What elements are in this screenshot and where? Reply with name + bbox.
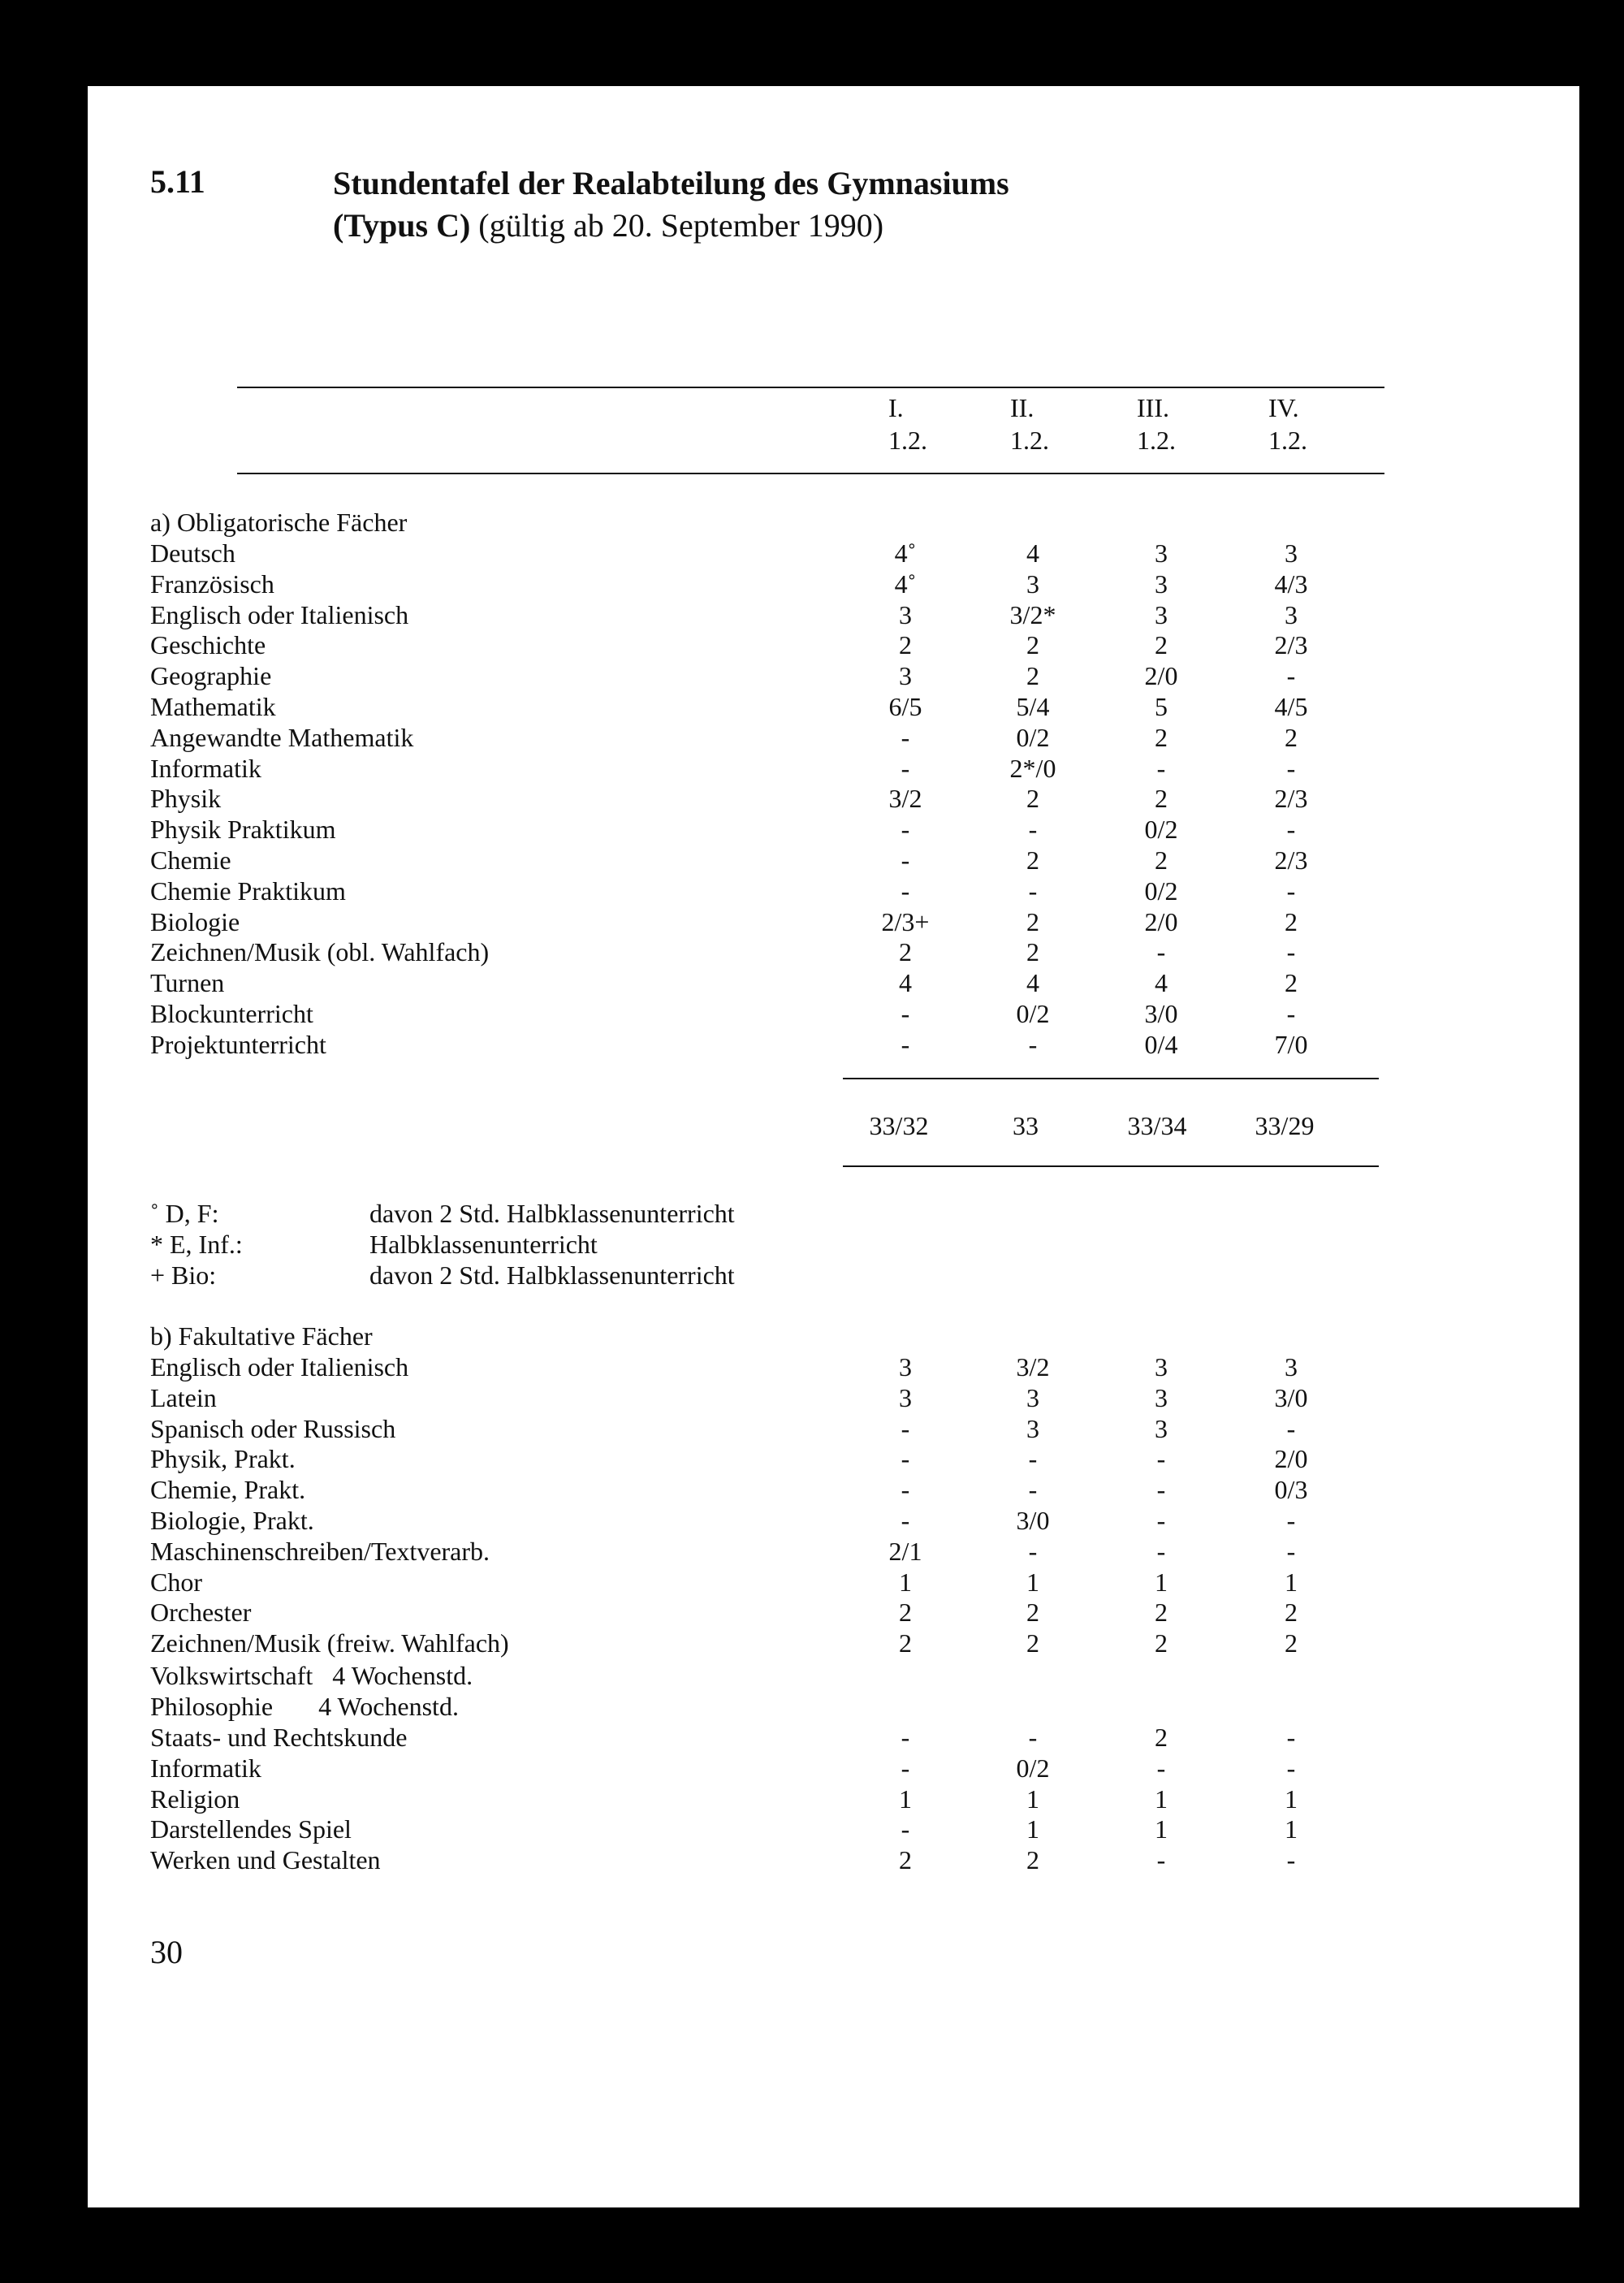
hours-cell: 3 [1285, 599, 1298, 629]
footnote-text: Halbklassenunterricht [369, 1230, 598, 1259]
page-number: 30 [150, 1934, 183, 1970]
subject-label: Religion [150, 1784, 240, 1814]
subject-label: Werken und Gestalten [150, 1845, 381, 1875]
subject-label: Informatik [150, 753, 261, 783]
hours-cell: 3/2* [1009, 599, 1056, 629]
hours-cell: - [901, 845, 910, 875]
hours-cell: - [1286, 937, 1296, 967]
optional-row [150, 1628, 1417, 1659]
footnote-text: davon 2 Std. Halbklassenunterricht [369, 1199, 735, 1228]
document-page [88, 86, 1579, 2207]
hours-cell: - [1028, 1029, 1038, 1059]
hours-cell: - [901, 722, 910, 752]
section-title-type: (Typus C) [333, 207, 471, 244]
optional-row [150, 1814, 1417, 1845]
optional-row [150, 1475, 1417, 1506]
hours-cell: - [1286, 815, 1296, 845]
hours-cell: 3 [1155, 1352, 1168, 1381]
subject-label: Chemie [150, 845, 231, 875]
obligatory-row [150, 723, 1417, 754]
hours-cell: - [1028, 876, 1038, 906]
hours-cell: 2 [1026, 1628, 1039, 1658]
hours-cell: 4˚ [894, 538, 917, 568]
optional-heading: b) Fakultative Fächer [150, 1321, 373, 1351]
hours-cell: 4 [1026, 538, 1039, 568]
subject-label: Chemie, Prakt. [150, 1475, 306, 1505]
hours-cell: - [901, 876, 910, 906]
hours-cell: - [1028, 1475, 1038, 1505]
hours-cell: 4/3 [1274, 569, 1308, 599]
hours-cell: 2 [1155, 722, 1168, 752]
subject-label: Latein [150, 1382, 217, 1412]
section-number: 5.11 [150, 163, 205, 200]
section-title-validity: (gültig ab 20. September 1990) [470, 207, 884, 244]
hours-cell: - [1156, 1536, 1166, 1566]
hours-cell: - [901, 999, 910, 1028]
hours-cell: 2/3 [1274, 784, 1308, 814]
subject-label: Mathematik [150, 692, 276, 721]
hours-cell: 2 [1155, 784, 1168, 814]
hours-cell: 1 [899, 1567, 912, 1597]
hours-cell: - [1286, 999, 1296, 1028]
subject-label: Darstellendes Spiel [150, 1814, 352, 1844]
obligatory-row [150, 661, 1417, 692]
hours-cell: - [1286, 1413, 1296, 1443]
table-top-rule [237, 387, 1384, 388]
column-year: III. [1137, 393, 1169, 422]
footnote-key: * E, Inf.: [150, 1230, 243, 1259]
hours-cell: 2/0 [1144, 906, 1178, 936]
subject-label: Geographie [150, 661, 272, 691]
hours-cell: 2 [1285, 1628, 1298, 1658]
subject-label: Biologie [150, 906, 240, 936]
subject-label: Geschichte [150, 630, 266, 660]
hours-cell: 0/2 [1016, 722, 1050, 752]
hours-cell: 2/3 [1274, 630, 1308, 660]
hours-cell: 3 [1155, 1413, 1168, 1443]
hours-cell: - [901, 753, 910, 783]
total-cell: 33/34 [1127, 1111, 1187, 1140]
hours-cell: 0/3 [1274, 1475, 1308, 1505]
hours-cell: - [1286, 876, 1296, 906]
hours-cell: - [901, 1029, 910, 1059]
hours-cell: 3 [1026, 1413, 1039, 1443]
subject-label: Turnen [150, 968, 225, 998]
subject-label: Maschinenschreiben/Textverarb. [150, 1536, 490, 1566]
hours-cell: 3 [1026, 569, 1039, 599]
hours-cell: 3 [1285, 538, 1298, 568]
hours-cell: 3/0 [1144, 999, 1178, 1028]
hours-cell: 3 [1155, 538, 1168, 568]
hours-cell: 3/2 [888, 784, 922, 814]
hours-cell: 3/0 [1016, 1506, 1050, 1535]
hours-cell: 2 [1026, 661, 1039, 691]
hours-cell: 3/0 [1274, 1382, 1308, 1412]
hours-cell: 2 [1155, 1628, 1168, 1658]
hours-cell: - [1028, 1444, 1038, 1474]
footnote-key: ˚ D, F: [150, 1199, 219, 1228]
optional-row [150, 1784, 1417, 1815]
subject-label: Chemie Praktikum [150, 876, 346, 906]
column-header [1137, 391, 1176, 456]
subject-label: Chor [150, 1567, 202, 1597]
hours-cell: - [1028, 815, 1038, 845]
hours-cell: 2 [899, 1628, 912, 1658]
hours-cell: 2 [899, 1845, 912, 1875]
hours-cell: 2 [1026, 937, 1039, 967]
total-cell: 33/29 [1255, 1111, 1315, 1140]
totals-bottom-rule [843, 1165, 1379, 1167]
hours-cell: 2/0 [1274, 1444, 1308, 1474]
obligatory-row [150, 968, 1417, 999]
section-title [333, 162, 1307, 247]
hours-cell: 0/2 [1144, 876, 1178, 906]
hours-cell: 1 [899, 1784, 912, 1814]
hours-cell: - [1286, 753, 1296, 783]
hours-cell: 2 [1155, 845, 1168, 875]
hours-cell: 1 [1026, 1567, 1039, 1597]
hours-cell: 3 [1285, 1352, 1298, 1381]
obligatory-row [150, 1030, 1417, 1061]
hours-cell: 2 [1285, 1598, 1298, 1628]
obligatory-row [150, 630, 1417, 661]
hours-cell: - [901, 1506, 910, 1535]
column-semesters: 1.2. [1268, 426, 1307, 455]
hours-cell: 2/1 [888, 1536, 922, 1566]
subject-label: Französisch [150, 569, 274, 599]
hours-cell: 0/2 [1016, 1753, 1050, 1783]
column-year: I. [888, 393, 904, 422]
hours-cell: 2 [1026, 906, 1039, 936]
hours-cell: 2 [1285, 722, 1298, 752]
subject-label: Informatik [150, 1753, 261, 1783]
obligatory-row [150, 999, 1417, 1030]
subject-label: Zeichnen/Musik (freiw. Wahlfach) [150, 1628, 509, 1658]
footnote-key: + Bio: [150, 1260, 217, 1290]
optional-row [150, 1753, 1417, 1784]
hours-cell: 2 [1026, 630, 1039, 660]
obligatory-row [150, 784, 1417, 815]
hours-cell: 2 [899, 1598, 912, 1628]
optional-row [150, 1383, 1417, 1414]
obligatory-row [150, 600, 1417, 631]
hours-cell: - [901, 1475, 910, 1505]
column-header [888, 391, 927, 456]
hours-cell: 3 [1155, 569, 1168, 599]
hours-cell: - [1286, 1536, 1296, 1566]
hours-cell: - [901, 1753, 910, 1783]
hours-cell: 2 [1026, 845, 1039, 875]
subject-label: Biologie, Prakt. [150, 1506, 314, 1535]
subject-label: Zeichnen/Musik (obl. Wahlfach) [150, 937, 490, 967]
total-cell: 33 [1013, 1111, 1039, 1140]
hours-cell: - [1286, 1506, 1296, 1535]
optional-row [150, 1414, 1417, 1445]
footnote [150, 1230, 962, 1260]
subject-label: Staats- und Rechtskunde [150, 1723, 408, 1752]
hours-cell: - [1286, 661, 1296, 691]
hours-cell: 2 [1026, 784, 1039, 814]
subject-label: Physik Praktikum [150, 815, 336, 845]
hours-cell: 3 [899, 599, 912, 629]
hours-cell: 2 [1026, 1845, 1039, 1875]
subject-label: Englisch oder Italienisch [150, 599, 409, 629]
section-title-line2 [333, 205, 1307, 247]
subject-label: Physik [150, 784, 222, 814]
hours-cell: 5 [1155, 692, 1168, 721]
hours-cell: 0/2 [1016, 999, 1050, 1028]
subject-label: Blockunterricht [150, 999, 313, 1028]
subject-label: Englisch oder Italienisch [150, 1352, 409, 1381]
hours-cell: 0/4 [1144, 1029, 1178, 1059]
section-title-line1: Stundentafel der Realabteilung des Gymnasiums [333, 165, 1009, 201]
hours-cell: 2 [899, 630, 912, 660]
hours-cell: 1 [1155, 1814, 1168, 1844]
obligatory-row [150, 692, 1417, 723]
hours-cell: - [901, 815, 910, 845]
hours-cell: - [1028, 1536, 1038, 1566]
subject-label: Projektunterricht [150, 1029, 326, 1059]
hours-cell: 3 [899, 661, 912, 691]
subject-label: Physik, Prakt. [150, 1444, 296, 1474]
hours-cell: - [1156, 1444, 1166, 1474]
footnote [150, 1199, 962, 1230]
total-cell: 33/32 [869, 1111, 929, 1140]
column-year: II. [1010, 393, 1034, 422]
hours-cell: 0/2 [1144, 815, 1178, 845]
hours-cell: 2 [899, 937, 912, 967]
optional-row [150, 1598, 1417, 1628]
subject-label: Orchester [150, 1598, 252, 1628]
hours-cell: - [1286, 1753, 1296, 1783]
hours-cell: 2*/0 [1009, 753, 1056, 783]
hours-cell: 2/3+ [881, 906, 930, 936]
hours-cell: - [1156, 937, 1166, 967]
optional-row [150, 1506, 1417, 1537]
obligatory-row [150, 845, 1417, 876]
footnote-text: davon 2 Std. Halbklassenunterricht [369, 1260, 735, 1290]
optional-extra-line: Volkswirtschaft 4 Wochenstd. [150, 1661, 473, 1690]
hours-cell: - [901, 1413, 910, 1443]
optional-row [150, 1537, 1417, 1567]
hours-cell: - [1156, 1506, 1166, 1535]
hours-cell: 1 [1285, 1814, 1298, 1844]
hours-cell: 2/0 [1144, 661, 1178, 691]
hours-cell: 3 [1155, 1382, 1168, 1412]
hours-cell: 4/5 [1274, 692, 1308, 721]
column-header [1010, 391, 1049, 456]
optional-row [150, 1444, 1417, 1475]
column-semesters: 1.2. [1137, 426, 1176, 455]
subject-label: Spanisch oder Russisch [150, 1413, 396, 1443]
hours-cell: - [901, 1444, 910, 1474]
hours-cell: 4˚ [894, 569, 917, 599]
hours-cell: 2 [1285, 906, 1298, 936]
obligatory-heading: a) Obligatorische Fächer [150, 508, 408, 537]
column-semesters: 1.2. [888, 426, 927, 455]
hours-cell: 3 [1155, 599, 1168, 629]
hours-cell: 3 [899, 1382, 912, 1412]
hours-cell: 2 [1285, 968, 1298, 998]
hours-cell: 1 [1026, 1784, 1039, 1814]
hours-cell: 4 [1026, 968, 1039, 998]
optional-row [150, 1723, 1417, 1753]
column-semesters: 1.2. [1010, 426, 1049, 455]
hours-cell: 2 [1155, 1723, 1168, 1752]
hours-cell: 1 [1155, 1567, 1168, 1597]
subject-label: Deutsch [150, 538, 235, 568]
hours-cell: 1 [1155, 1784, 1168, 1814]
hours-cell: - [1156, 1475, 1166, 1505]
hours-cell: 4 [899, 968, 912, 998]
optional-row [150, 1352, 1417, 1383]
hours-cell: 3 [899, 1352, 912, 1381]
column-year: IV. [1268, 393, 1299, 422]
hours-cell: 1 [1026, 1814, 1039, 1844]
hours-cell: - [1028, 1723, 1038, 1752]
hours-cell: 3 [1026, 1382, 1039, 1412]
obligatory-row [150, 538, 1417, 569]
obligatory-row [150, 569, 1417, 600]
optional-row [150, 1845, 1417, 1876]
obligatory-row [150, 876, 1417, 907]
obligatory-row [150, 937, 1417, 968]
optional-extra-line: Philosophie 4 Wochenstd. [150, 1692, 459, 1721]
hours-cell: - [1286, 1845, 1296, 1875]
totals-top-rule [843, 1078, 1379, 1079]
hours-cell: 2 [1155, 1598, 1168, 1628]
table-header-rule [237, 473, 1384, 474]
hours-cell: 6/5 [888, 692, 922, 721]
hours-cell: 2 [1155, 630, 1168, 660]
footnote [150, 1260, 962, 1291]
hours-cell: - [1156, 1845, 1166, 1875]
hours-cell: - [1156, 1753, 1166, 1783]
hours-cell: 7/0 [1274, 1029, 1308, 1059]
hours-cell: 3/2 [1016, 1352, 1050, 1381]
hours-cell: - [1156, 753, 1166, 783]
hours-cell: 5/4 [1016, 692, 1050, 721]
optional-row [150, 1567, 1417, 1598]
obligatory-row [150, 815, 1417, 845]
subject-label: Angewandte Mathematik [150, 722, 414, 752]
column-header [1268, 391, 1307, 456]
obligatory-row [150, 754, 1417, 785]
hours-cell: - [1286, 1723, 1296, 1752]
hours-cell: 4 [1155, 968, 1168, 998]
hours-cell: 1 [1285, 1567, 1298, 1597]
obligatory-row [150, 907, 1417, 938]
hours-cell: 2/3 [1274, 845, 1308, 875]
hours-cell: 2 [1026, 1598, 1039, 1628]
hours-cell: - [901, 1723, 910, 1752]
hours-cell: 1 [1285, 1784, 1298, 1814]
hours-cell: - [901, 1814, 910, 1844]
